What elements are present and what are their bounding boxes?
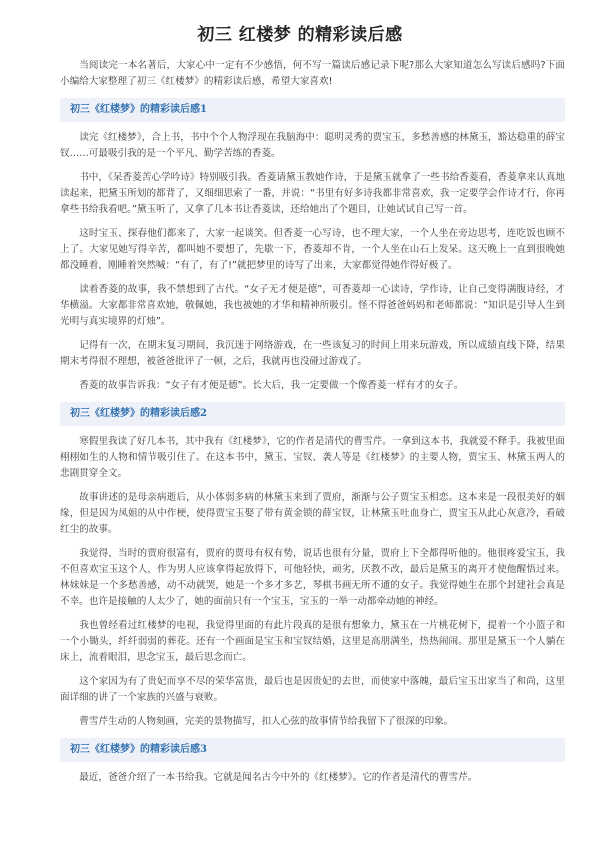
paragraph: 我觉得，当时的贾府很富有，贾府的贾母有权有势，说话也很有分量，贾府上下全都得听他的。他很疼爱宝玉，我不但喜欢宝玉这个人，作为男人应该拿得起放得下，可他轻快，顽劣，厌教不改，最后是黛玉的离开才使他醒悟过来。林妹妹是一个多愁善感，动不动就哭，她是一个多才多艺，琴棋书画无所不通的女子。我觉得她生在那个封建社会真是不幸。也许是接触的人太少了，她的面前只有一个宝玉，宝玉的一举一动都牵动她的神经。: [60, 548, 565, 607]
paragraph: 记得有一次，在期末复习期间，我沉迷于网络游戏，在一些该复习的时间上用来玩游戏，所以成绩直线下降，结果期末考得很不理想，被爸爸批评了一顿，之后，我就再也没碰过游戏了。: [60, 340, 565, 367]
section-heading-1: 初三《红楼梦》的精彩读后感1: [60, 98, 565, 122]
paragraph: 香菱的故事告诉我：“女子有才便是德”。长大后，我一定要做一个像香菱一样有才的女子。: [79, 380, 464, 391]
paragraph: 读完《红楼梦》，合上书，书中个个人物浮现在我脑海中：聪明灵秀的贾宝玉，多愁善感的林黛玉，豁达稳重的薛宝钗……可最吸引我的是一个平凡、勤学苦练的香菱。: [60, 132, 565, 159]
paragraph: 寒假里我读了好几本书，其中我有《红楼梦》，它的作者是清代的曹雪芹。一拿到这本书，我就爱不释手。我被里面栩栩如生的人物和情节吸引住了。在这本书中，黛玉、宝钗、袭人等是《红楼梦》的主要人物，贾宝玉、林黛玉两人的悲剧贯穿全文。: [60, 436, 565, 479]
section-heading-2: 初三《红楼梦》的精彩读后感2: [60, 402, 565, 426]
paragraph: 这个家因为有了贵妃而享不尽的荣华富贵，最后也是因贵妃的去世，而使家中落魄，最后宝玉出家当了和尚，这里面详细的讲了一个家族的兴盛与衰败。: [60, 676, 565, 703]
paragraph: 故事讲述的是母亲病逝后，从小体弱多病的林黛玉来到了贾府，渐渐与公子贾宝玉相恋。这本来是一段很美好的姻缘，但是因为凤姐的从中作梗，使得贾宝玉娶了带有黄金锁的薛宝钗，让林黛玉吐血身亡，贾宝玉从此心灰意冷，看破红尘的故事。: [60, 492, 565, 535]
paragraph: 我也曾经看过红楼梦的电视，我觉得里面的有此片段真的是很有想象力，黛玉在一片桃花树下，提着一个小篮子和一个小锄头，纤纤弱弱的葬花。还有一个画面是宝玉和宝钗结婚，这里是高朋满坐，热热闹闹。那里是黛玉一个人躺在床上，流着眼泪，思念宝玉，最后思念而亡。: [60, 620, 565, 663]
paragraph: 读着香菱的故事，我不禁想到了古代。“女子无才便是德”，可香菱却一心读诗，学作诗，让自己变得满腹诗经，才华横溢。大家都非常喜欢她，敬佩她，我也被她的才华和精神所吸引。怪不得爸爸妈妈和老师都说：“知识是引导人生到光明与真实境界的灯烛”。: [60, 284, 565, 327]
section-heading-3: 初三《红楼梦》的精彩读后感3: [60, 738, 565, 762]
intro-paragraph: 当阅读完一本名著后，大家心中一定有不少感悟，何不写一篇读后感记录下呢?那么大家知道怎么写读后感吗?下面小编给大家整理了初三《红楼梦》的精彩读后感，希望大家喜欢!: [60, 60, 565, 87]
page-title: 初三 红楼梦 的精彩读后感: [197, 25, 403, 45]
article-body: [60, 58, 565, 794]
paragraph: 最近，爸爸介绍了一本书给我。它就是闻名古今中外的《红楼梦》。它的作者是清代的曹雪芹。: [79, 772, 478, 783]
paragraph: 这时宝玉、探春他们都来了，大家一起谈笑。但香菱一心写诗，也不理大家，一个人坐在旁边思考，连吃饭也顾不上了。大家见她写得辛苦，都叫她不要想了，先歇一下，香菱却不肯，一个人坐在山石上发呆。这天晚上一直到很晚她都没睡着，刚睡着突然喊：“有了，有了!”就把梦里的诗写了出来，大家都觉得她作得好极了。: [60, 228, 565, 271]
paragraph: 曹雪芹生动的人物刻画，完美的景物描写，扣人心弦的故事情节给我留下了很深的印象。: [79, 716, 454, 727]
paragraph: 书中，《呆香菱苦心学吟诗》特别吸引我。香菱请黛玉教她作诗，于是黛玉就拿了一些书给香菱看，香菱拿来认真地读起来，把黛玉所划的都背了，又细细思索了一番，并说：“书里有好多诗我都非常喜欢，我一定要学会作诗才行，你再拿些书给我看吧。”黛玉听了，又拿了几本书让香菱读，还给她出了个题目，让她试试自己写一首。: [60, 172, 565, 215]
